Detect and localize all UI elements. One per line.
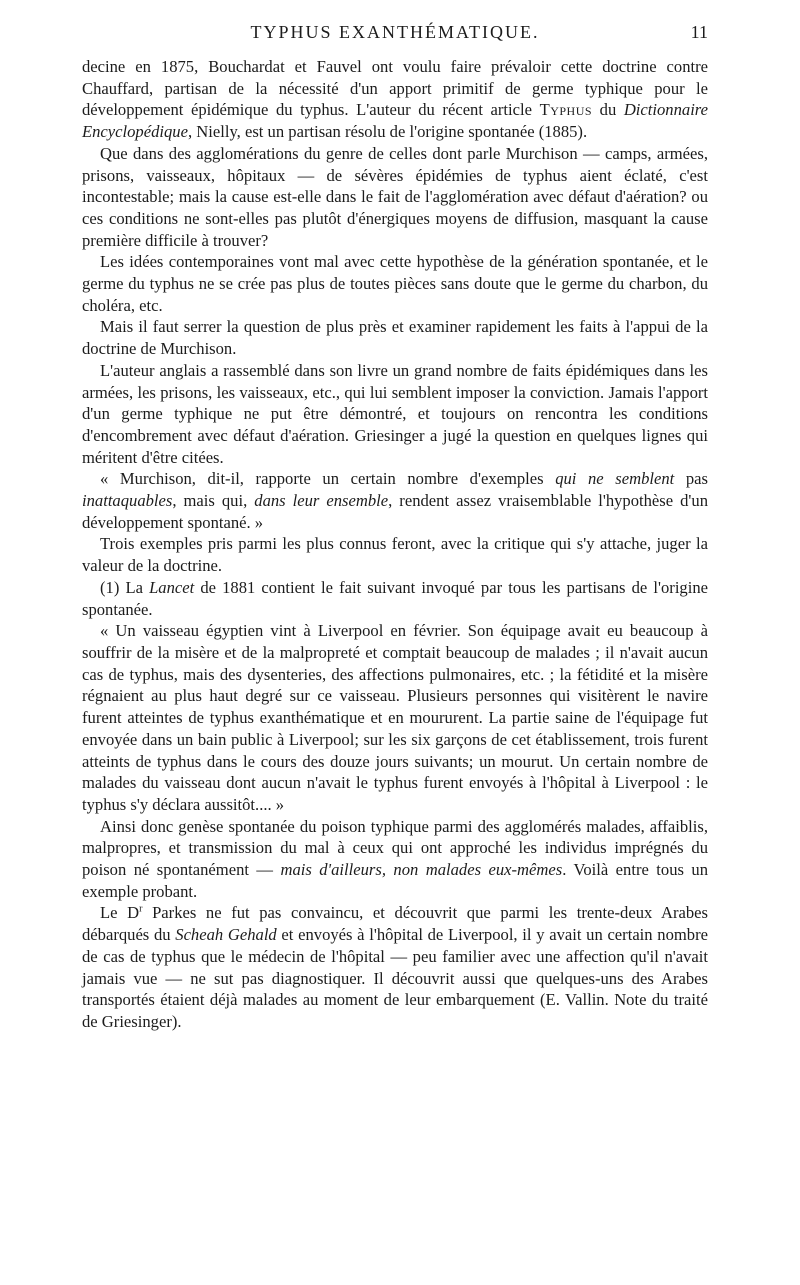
- dictionary-title: Dictionnaire Encyclopédique: [82, 100, 709, 142]
- paragraph-5: L'auteur anglais a rassemblé dans son livre un grand nombre de faits épidémiques dans les armées, les prisons, les vaisseaux, etc., qui lui semblent imposer la conviction. Jamais l'apport d'un germe typhique ne put être démontré, et toujours on rencontra les conditions d'encombrement avec défaut d'aération. Griesinger a jugé la question en quelques lignes qui méritent d'être citées.: [82, 360, 708, 467]
- page-number: 11: [690, 22, 708, 42]
- paragraph-7: Trois exemples pris parmi les plus connus feront, avec la critique qui s'y attache, juger la valeur de la doctrine.: [82, 534, 708, 576]
- article-title-typhus: Typhus: [539, 100, 593, 120]
- quote-italic-3: dans leur ensemble: [254, 491, 389, 511]
- quote-text-4: , rendent assez vraisemblable l'hypothèse d'un développement spontané. »: [82, 491, 709, 532]
- quote-text-1: « Murchison, dit-il, rapporte un certain nombre d'exemples: [100, 469, 556, 489]
- paragraph-8-text-1: (1) La: [100, 577, 150, 597]
- quote-text-3: , mais qui,: [172, 491, 255, 511]
- paragraph-10-italic: mais d'ailleurs, non malades eux-mêmes: [280, 860, 563, 880]
- ship-name: Scheah Gehald: [175, 925, 277, 945]
- paragraph-10-text-1: Ainsi donc genèse spontanée du poison typhique parmi des agglomérés malades, affaiblis, malpropres, et transmission du mal à ceux qui ont approché les individus imprégnés du poison né spontanément —: [82, 816, 708, 880]
- paragraph-1-text-3: , Nielly, est un partisan résolu de l'origine spontanée (1885).: [187, 122, 588, 142]
- paragraph-11-text-1: Le D: [100, 903, 140, 923]
- paragraph-4: Mais il faut serrer la question de plus près et examiner rapidement les faits à l'appui de la doctrine de Murchison.: [82, 317, 708, 359]
- paragraph-2: Que dans des agglomérations du genre de celles dont parle Murchison — camps, armées, prisons, vaisseaux, hôpitaux — de sévères épidémies de typhus aient éclaté, c'est incontestable; mais la cause est-elle dans le fait de l'agglomération avec défaut d'aération? ou ces conditions ne sont-elles pas plutôt d'énergiques moyens de diffusion, masquant la cause première difficile à trouver?: [82, 143, 708, 250]
- paragraph-1-text: decine en 1875, Bouchardat et Fauvel ont voulu faire prévaloir cette doctrine contre Chauffard, partisan de la nécessité d'un apport primitif de germe typhique pour le développement épidémique du typhus. L'auteur du récent article: [82, 57, 708, 120]
- paragraph-10-text-2: . Voilà entre tous un exemple probant.: [82, 860, 708, 901]
- quote-italic-2: inattaquables: [82, 491, 173, 511]
- paragraph-8-text-2: de 1881 contient le fait suivant invoqué par tous les partisans de l'origine spontanée.: [82, 577, 708, 619]
- paragraph-1-text-2: du: [592, 100, 624, 120]
- paragraph-9-quote: « Un vaisseau égyptien vint à Liverpool en février. Son équipage avait eu beaucoup à souffrir de la misère et de la malpropreté et comptait beaucoup de malades ; il n'avait aucun cas de typhus, mais des dysenteries, des affections pulmonaires, etc. ; la fétidité et la misère régnaient au plus haut degré sur ce vaisseau. Plusieurs personnes qui visitèrent le navire furent atteintes de typhus exanthématique et en moururent. La partie saine de l'équipage fut envoyée dans un bain public à Liverpool; sur les six garçons de cet établissement, trois furent atteints de typhus dans le cours des douze jours suivants; un mourut. Un certain nombre de malades du vaisseau dont aucun n'avait le typhus furent envoyés à l'hôpital à Liverpool : le typhus s'y déclara aussitôt.... »: [82, 621, 708, 814]
- quote-italic-1: qui ne semblent: [555, 469, 675, 489]
- paragraph-3: Les idées contemporaines vont mal avec cette hypothèse de la génération spontanée, et le germe du typhus ne se crée pas plus de toutes pièces sans doute que le germe du charbon, du choléra, etc.: [82, 252, 708, 315]
- quote-text-2: pas: [674, 469, 708, 489]
- journal-title-lancet: Lancet: [149, 577, 195, 597]
- paragraph-1: [82, 56, 708, 143]
- paragraph-11-text-2: Parkes ne fut pas convaincu, et découvrit que parmi les trente-deux Arabes débarqués du: [82, 903, 708, 945]
- paragraph-11: [82, 902, 708, 1032]
- running-head: [82, 12, 708, 52]
- doctor-superscript: r: [139, 903, 143, 915]
- running-title: TYPHUS EXANTHÉMATIQUE.: [250, 22, 540, 42]
- paragraph-6-quote: [82, 468, 708, 533]
- paragraph-8: [82, 577, 708, 620]
- body-text: [82, 56, 708, 1033]
- paragraph-11-text-3: et envoyés à l'hôpital de Liverpool, il y avait un certain nombre de cas de typhus que le médecin de l'hôpital — peu familier avec une affection qu'il n'avait jamais vue — ne sut pas diagnostiquer. Il découvrit aussi que quelques-uns des Arabes transportés étaient déjà malades au moment de leur embarquement (E. Vallin. Note du traité de Griesinger).: [82, 925, 708, 1031]
- paragraph-10: [82, 816, 708, 903]
